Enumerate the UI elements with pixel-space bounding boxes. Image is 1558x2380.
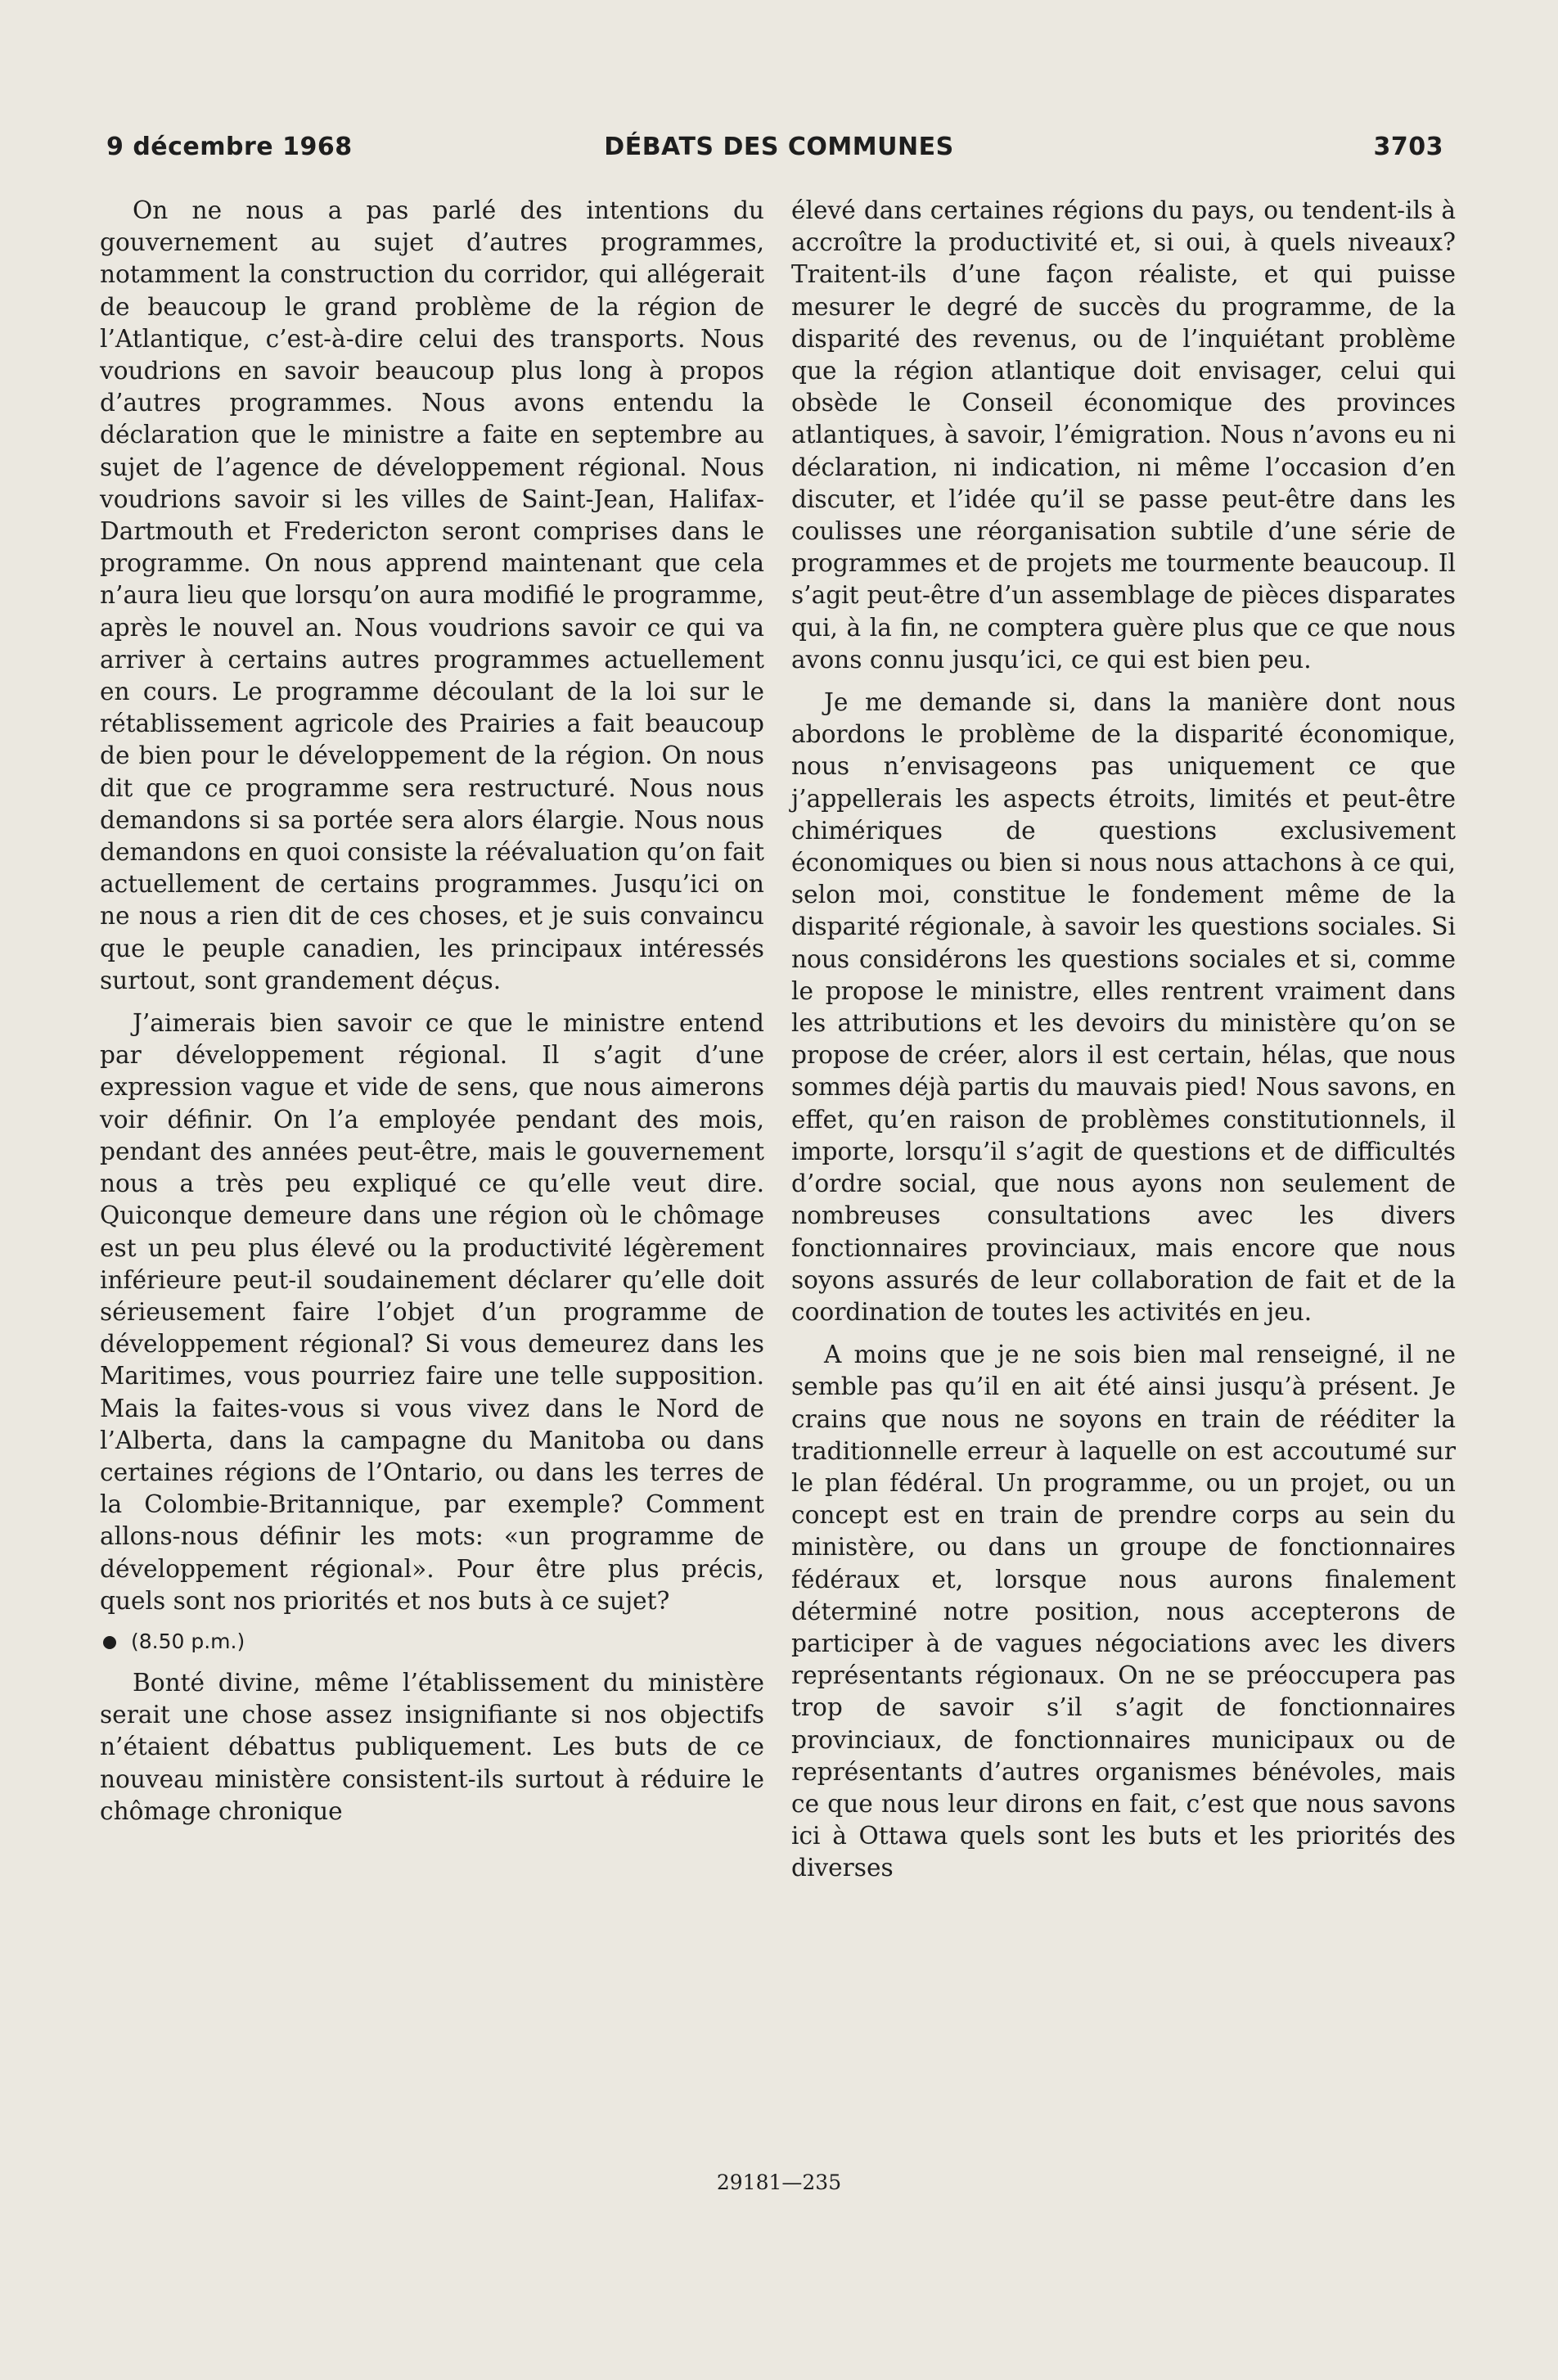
left-column (100, 195, 764, 1838)
timestamp (100, 1628, 764, 1656)
paragraph: Je me demande si, dans la manière dont nous abordons le problème de la disparité économique, nous n’envisageons pas uniquement ce que j’appellerais les aspects étroits, limités et peut-être chimériques de questions exclusivement économiques ou bien si nous nous attachons à ce qui, selon moi, constitue le fondement même de la disparité régionale, à savoir les questions sociales. Si nous considérons les questions sociales et si, comme le propose le ministre, elles rentrent vraiment dans les attributions et les devoirs du ministère qu’on se propose de créer, alors il est certain, hélas, que nous sommes déjà partis du mauvais pied! Nous savons, en effet, qu’en raison de problèmes constitutionnels, il importe, lorsqu’il s’agit de questions et de difficultés d’ordre social, que nous ayons non seulement de nombreuses consultations avec les divers fonctionnaires provinciaux, mais encore que nous soyons assurés de leur collaboration de fait et de la coordination de toutes les activités en jeu. (791, 688, 1456, 1326)
paragraph: Bonté divine, même l’établissement du ministère serait une chose assez insignifiante si nos objectifs n’étaient débattus publiquement. Les buts de ce nouveau ministère consistent-ils surtout à réduire le chômage chronique (100, 1668, 764, 1825)
header-date: 9 décembre 1968 (106, 133, 353, 161)
timestamp-text: (8.50 p.m.) (131, 1629, 245, 1653)
paragraph: A moins que je ne sois bien mal renseigné, il ne semble pas qu’il en ait été ainsi jusqu’à présent. Je crains que nous ne soyons en train de rééditer la traditionnelle erreur à laquelle on est accoutumé sur le plan fédéral. Un programme, ou un projet, ou un concept est en train de prendre corps au sein du ministère, ou dans un groupe de fonctionnaires fédéraux et, lorsque nous aurons finalement déterminé notre position, nous accepterons de participer à de vagues négociations avec les divers représentants régionaux. On ne se préoccupera pas trop de savoir s’il s’agit de fonctionnaires provinciaux, de fonctionnaires municipaux ou de représentants d’autres organismes bénévoles, mais ce que nous leur dirons en fait, c’est que nous savons ici à Ottawa quels sont les buts et les priorités des diverses (791, 1341, 1456, 1882)
paragraph: élevé dans certaines régions du pays, ou tendent-ils à accroître la productivité et, si oui, à quels niveaux? Traitent-ils d’une façon réaliste, et qui puisse mesurer le degré de succès du programme, de la disparité des revenus, ou de l’inquiétant problème que la région atlantique doit envisager, celui qui obsède le Conseil économique des provinces atlantiques, à savoir, l’émigration. Nous n’avons eu ni déclaration, ni indication, ni même l’occasion d’en discuter, et l’idée qu’il se passe peut-être dans les coulisses une réorganisation subtile d’une série de programmes et de projets me tourmente beaucoup. Il s’agit peut-être d’un assemblage de pièces disparates qui, à la fin, ne comptera guère plus que ce que nous avons connu jusqu’ici, ce qui est bien peu. (791, 196, 1456, 674)
page-number: 3703 (1373, 133, 1443, 161)
header-title: DÉBATS DES COMMUNES (604, 133, 954, 161)
page-header (0, 133, 1558, 174)
right-column (791, 195, 1456, 1895)
paragraph: J’aimerais bien savoir ce que le ministre entend par développement régional. Il s’agit d’une expression vague et vide de sens, que nous aimerons voir définir. On l’a employée pendant des mois, pendant des années peut-être, mais le gouvernement nous a très peu expliqué ce qu’elle veut dire. Quiconque demeure dans une région où le chômage est un peu plus élevé ou la productivité légèrement inférieure peut-il soudainement déclarer qu’elle doit sérieusement faire l’objet d’un programme de développement régional? Si vous demeurez dans les Maritimes, vous pourriez faire une telle supposition. Mais la faites-vous si vous vivez dans le Nord de l’Alberta, dans la campagne du Manitoba ou dans certaines régions de l’Ontario, ou dans les terres de la Colombie-Britannique, par exemple? Comment allons-nous définir les mots: «un programme de développement régional». Pour être plus précis, quels sont nos priorités et nos buts à ce sujet? (100, 1009, 764, 1615)
bullet-icon (103, 1636, 116, 1649)
page-footer-code: 29181—235 (716, 2170, 842, 2194)
paragraph: On ne nous a pas parlé des intentions du gouvernement au sujet d’autres programmes, notamment la construction du corridor, qui allégerait de beaucoup le grand problème de la région de l’Atlantique, c’est-à-dire celui des transports. Nous voudrions en savoir beaucoup plus long à propos d’autres programmes. Nous avons entendu la déclaration que le ministre a faite en septembre au sujet de l’agence de développement régional. Nous voudrions savoir si les villes de Saint-Jean, Halifax-Dartmouth et Fredericton seront comprises dans le programme. On nous apprend maintenant que cela n’aura lieu que lorsqu’on aura modifié le programme, après le nouvel an. Nous voudrions savoir ce qui va arriver à certains autres programmes actuellement en cours. Le programme découlant de la loi sur le rétablissement agricole des Prairies a fait beaucoup de bien pour le développement de la région. On nous dit que ce programme sera restructuré. Nous nous demandons si sa portée sera alors élargie. Nous nous demandons en quoi consiste la réévaluation qu’on fait actuellement de certains programmes. Jusqu’ici on ne nous a rien dit de ces choses, et je suis convaincu que le peuple canadien, les principaux intéressés surtout, sont grandement déçus. (100, 196, 764, 994)
